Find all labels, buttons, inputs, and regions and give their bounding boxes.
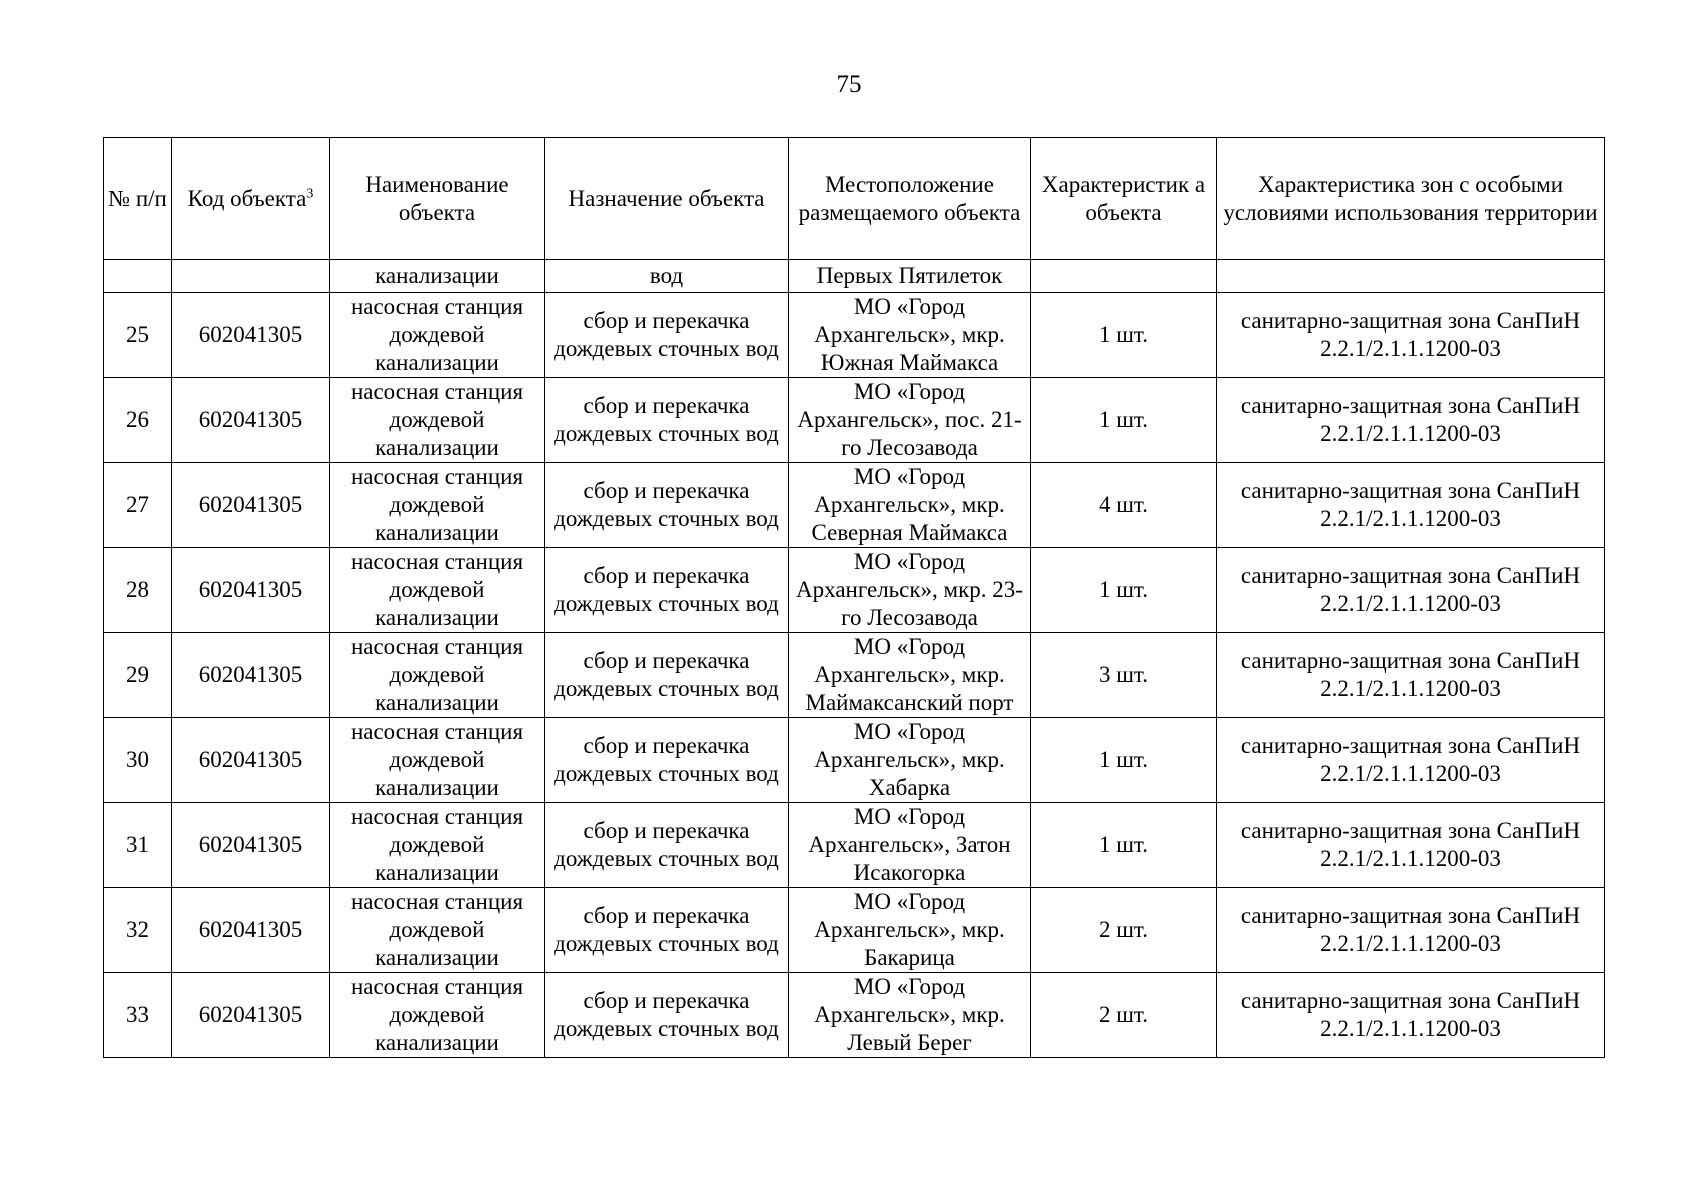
table-row — [104, 463, 1605, 548]
cell-location: МО «Город Архангельск», мкр. Бакарица — [789, 888, 1031, 973]
header-num: № п/п — [104, 138, 172, 260]
cell-location: МО «Город Архангельск», мкр. Маймаксанский порт — [789, 633, 1031, 718]
cell-num: 25 — [104, 293, 172, 378]
cell-zones — [1217, 260, 1605, 293]
cell-zones: санитарно-защитная зона СанПиН 2.2.1/2.1.1.1200-03 — [1217, 548, 1605, 633]
cell-name: насосная станция дождевой канализации — [330, 463, 545, 548]
cell-name: насосная станция дождевой канализации — [330, 548, 545, 633]
cell-code: 602041305 — [172, 633, 330, 718]
table-header-row — [104, 138, 1605, 260]
cell-code — [172, 260, 330, 293]
table-body — [104, 260, 1605, 1058]
table-row — [104, 378, 1605, 463]
header-code-footnote: 3 — [306, 185, 314, 201]
header-name: Наименование объекта — [330, 138, 545, 260]
cell-zones: санитарно-защитная зона СанПиН 2.2.1/2.1.1.1200-03 — [1217, 888, 1605, 973]
cell-name: насосная станция дождевой канализации — [330, 378, 545, 463]
cell-characteristic: 1 шт. — [1031, 718, 1217, 803]
cell-code: 602041305 — [172, 888, 330, 973]
cell-purpose: сбор и перекачка дождевых сточных вод — [545, 548, 789, 633]
page-number: 75 — [836, 71, 862, 98]
cell-zones: санитарно-защитная зона СанПиН 2.2.1/2.1.1.1200-03 — [1217, 293, 1605, 378]
cell-num: 28 — [104, 548, 172, 633]
objects-table — [103, 137, 1605, 1058]
cell-characteristic: 4 шт. — [1031, 463, 1217, 548]
cell-zones: санитарно-защитная зона СанПиН 2.2.1/2.1.1.1200-03 — [1217, 463, 1605, 548]
cell-num: 32 — [104, 888, 172, 973]
table-row — [104, 548, 1605, 633]
table-row — [104, 888, 1605, 973]
cell-name: насосная станция дождевой канализации — [330, 973, 545, 1058]
cell-location: МО «Город Архангельск», мкр. Южная Маймакса — [789, 293, 1031, 378]
cell-zones: санитарно-защитная зона СанПиН 2.2.1/2.1.1.1200-03 — [1217, 378, 1605, 463]
cell-code: 602041305 — [172, 378, 330, 463]
cell-purpose: сбор и перекачка дождевых сточных вод — [545, 718, 789, 803]
cell-characteristic: 1 шт. — [1031, 378, 1217, 463]
table-row — [104, 293, 1605, 378]
cell-characteristic: 1 шт. — [1031, 548, 1217, 633]
carry-over-row — [104, 260, 1605, 293]
cell-code: 602041305 — [172, 973, 330, 1058]
cell-characteristic: 1 шт. — [1031, 803, 1217, 888]
cell-location: Первых Пятилеток — [789, 260, 1031, 293]
header-zones: Характеристика зон с особыми условиями использования территории — [1217, 138, 1605, 260]
cell-location: МО «Город Архангельск», мкр. 23-го Лесозавода — [789, 548, 1031, 633]
cell-num: 30 — [104, 718, 172, 803]
cell-num: 29 — [104, 633, 172, 718]
cell-zones: санитарно-защитная зона СанПиН 2.2.1/2.1.1.1200-03 — [1217, 973, 1605, 1058]
cell-num: 31 — [104, 803, 172, 888]
header-purpose: Назначение объекта — [545, 138, 789, 260]
header-code-label: Код объекта — [187, 185, 307, 211]
cell-purpose: сбор и перекачка дождевых сточных вод — [545, 293, 789, 378]
table-row — [104, 633, 1605, 718]
cell-name: насосная станция дождевой канализации — [330, 633, 545, 718]
cell-zones: санитарно-защитная зона СанПиН 2.2.1/2.1.1.1200-03 — [1217, 718, 1605, 803]
cell-characteristic: 2 шт. — [1031, 973, 1217, 1058]
cell-num — [104, 260, 172, 293]
cell-location: МО «Город Архангельск», мкр. Северная Маймакса — [789, 463, 1031, 548]
table-row — [104, 803, 1605, 888]
cell-name: канализации — [330, 260, 545, 293]
cell-num: 33 — [104, 973, 172, 1058]
cell-location: МО «Город Архангельск», пос. 21-го Лесозавода — [789, 378, 1031, 463]
cell-name: насосная станция дождевой канализации — [330, 888, 545, 973]
cell-purpose: сбор и перекачка дождевых сточных вод — [545, 463, 789, 548]
cell-location: МО «Город Архангельск», Затон Исакогорка — [789, 803, 1031, 888]
cell-name: насосная станция дождевой канализации — [330, 718, 545, 803]
cell-zones: санитарно-защитная зона СанПиН 2.2.1/2.1.1.1200-03 — [1217, 803, 1605, 888]
header-characteristic: Характеристик а объекта — [1031, 138, 1217, 260]
header-location: Местоположение размещаемого объекта — [789, 138, 1031, 260]
cell-purpose: сбор и перекачка дождевых сточных вод — [545, 973, 789, 1058]
cell-location: МО «Город Архангельск», мкр. Хабарка — [789, 718, 1031, 803]
cell-characteristic: 2 шт. — [1031, 888, 1217, 973]
cell-purpose: сбор и перекачка дождевых сточных вод — [545, 378, 789, 463]
cell-characteristic — [1031, 260, 1217, 293]
cell-zones: санитарно-защитная зона СанПиН 2.2.1/2.1.1.1200-03 — [1217, 633, 1605, 718]
cell-num: 27 — [104, 463, 172, 548]
table-row — [104, 718, 1605, 803]
cell-purpose: сбор и перекачка дождевых сточных вод — [545, 633, 789, 718]
cell-name: насосная станция дождевой канализации — [330, 803, 545, 888]
cell-purpose: сбор и перекачка дождевых сточных вод — [545, 888, 789, 973]
cell-code: 602041305 — [172, 548, 330, 633]
cell-code: 602041305 — [172, 293, 330, 378]
cell-characteristic: 3 шт. — [1031, 633, 1217, 718]
cell-location: МО «Город Архангельск», мкр. Левый Берег — [789, 973, 1031, 1058]
header-code — [172, 138, 330, 260]
cell-purpose: сбор и перекачка дождевых сточных вод — [545, 803, 789, 888]
cell-characteristic: 1 шт. — [1031, 293, 1217, 378]
cell-code: 602041305 — [172, 463, 330, 548]
table-row — [104, 973, 1605, 1058]
cell-code: 602041305 — [172, 718, 330, 803]
cell-num: 26 — [104, 378, 172, 463]
cell-code: 602041305 — [172, 803, 330, 888]
cell-purpose: вод — [545, 260, 789, 293]
cell-name: насосная станция дождевой канализации — [330, 293, 545, 378]
